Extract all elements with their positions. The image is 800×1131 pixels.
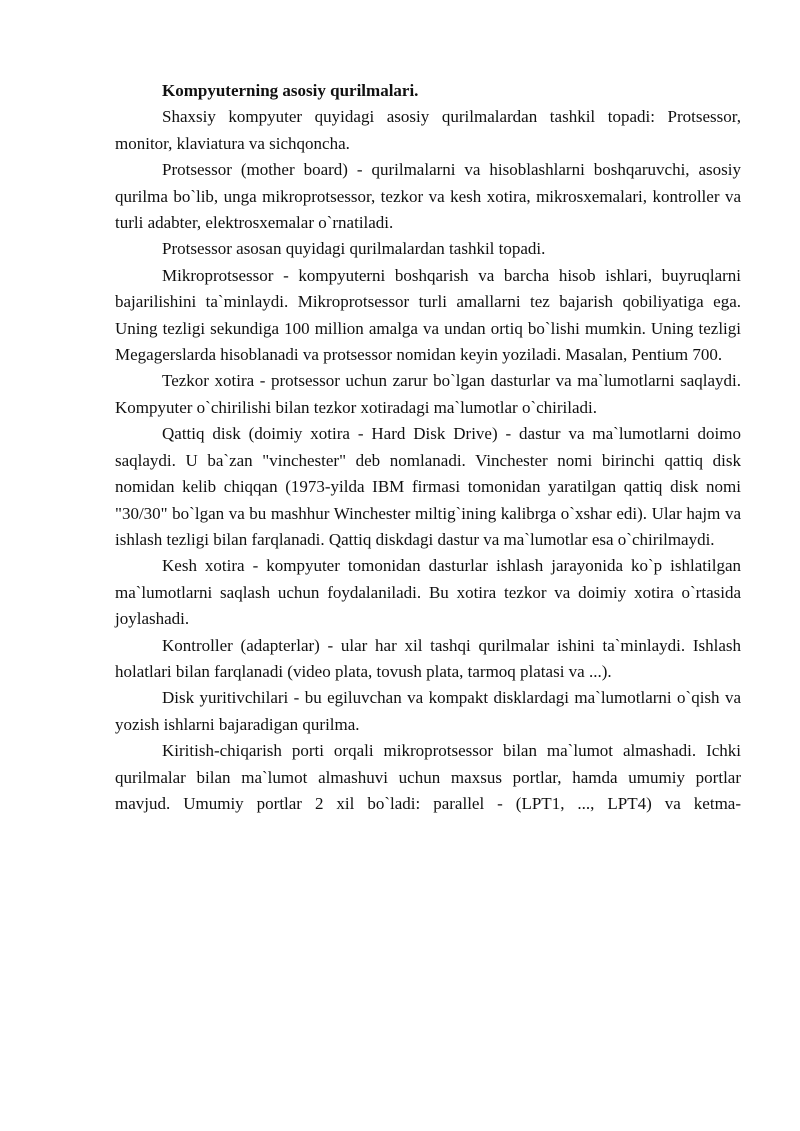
paragraph-kesh-xotira: Kesh xotira - kompyuter tomonidan dasturlar ishlash jarayonida ko`p ishlatilgan ma`lumotlarni saqlash uchun foydalaniladi. Bu xotira tezkor va doimiy xotira o`rtasida joylashadi. [115,556,741,629]
paragraph-mikroprotsessor: Mikroprotsessor - kompyuterni boshqarish va barcha hisob ishlari, buyruqlarni bajarilishini ta`minlaydi. Mikroprotsessor turli amallarni tez bajarish qobiliyatiga ega. Uning tezligi sekundiga 100 million amalga va undan ortiq bo`lishi mumkin. Uning tezligi Megagerslarda hisoblanadi va protsessor nomidan keyin yoziladi. Masalan, Pentium 700. [115,265,741,365]
paragraph-protsessor: Protsessor (mother board) - qurilmalarni va hisoblashlarni boshqaruvchi, asosiy qurilma bo`lib, unga mikroprotsessor, tezkor va kesh xotira, mikrosxemalari, kontroller va turli adabter, elektrosxemalar o`rnatiladi. [115,160,741,233]
document-page [115,78,741,817]
paragraph-shaxsiy-kompyuter: Shaxsiy kompyuter quyidagi asosiy qurilmalardan tashkil topadi: Protsessor, monitor, klaviatura va sichqoncha. [115,107,741,153]
paragraph-qattiq-disk: Qattiq disk (doimiy xotira - Hard Disk Drive) - dastur va ma`lumotlarni doimo saqlaydi. U ba`zan "vinchester" deb nomlanadi. Vinchester nomi birinchi qattiq disk nomidan kelib chiqqan (1973-yilda IBM firmasi tomonidan yaratilgan qattiq disk nomi "30/30" bo`lgan va bu mashhur Winchester miltig`ining kalibrga o`xshar edi). Ular hajm va ishlash tezligi bilan farqlanadi. Qattiq diskdagi dastur va ma`lumotlar esa o`chirilmaydi. [115,424,741,549]
paragraph-kontroller: Kontroller (adapterlar) - ular har xil tashqi qurilmalar ishini ta`minlaydi. Ishlash holatlari bilan farqlanadi (video plata, tovush plata, tarmoq platasi va ...). [115,635,741,681]
paragraph-disk-yuritivchilari: Disk yuritivchilari - bu egiluvchan va kompakt disklardagi ma`lumotlarni o`qish va yozish ishlarni bajaradigan qurilma. [115,688,741,734]
paragraph-tezkor-xotira: Tezkor xotira - protsessor uchun zarur bo`lgan dasturlar va ma`lumotlarni saqlaydi. Kompyuter o`chirilishi bilan tezkor xotiradagi ma`lumotlar o`chiriladi. [115,371,741,417]
paragraph-protsessor-tarkibi: Protsessor asosan quyidagi qurilmalardan tashkil topadi. [162,239,546,259]
paragraph-kiritish-chiqarish: Kiritish-chiqarish porti orqali mikroprotsessor bilan ma`lumot almashadi. Ichki qurilmalar bilan ma`lumot almashuvi uchun maxsus portlar, hamda umumiy portlar mavjud. Umumiy portlar 2 xil bo`ladi: parallel - (LPT1, ..., LPT4) va ketma- [115,741,741,813]
document-heading: Kompyuterning asosiy qurilmalari. [162,81,419,100]
